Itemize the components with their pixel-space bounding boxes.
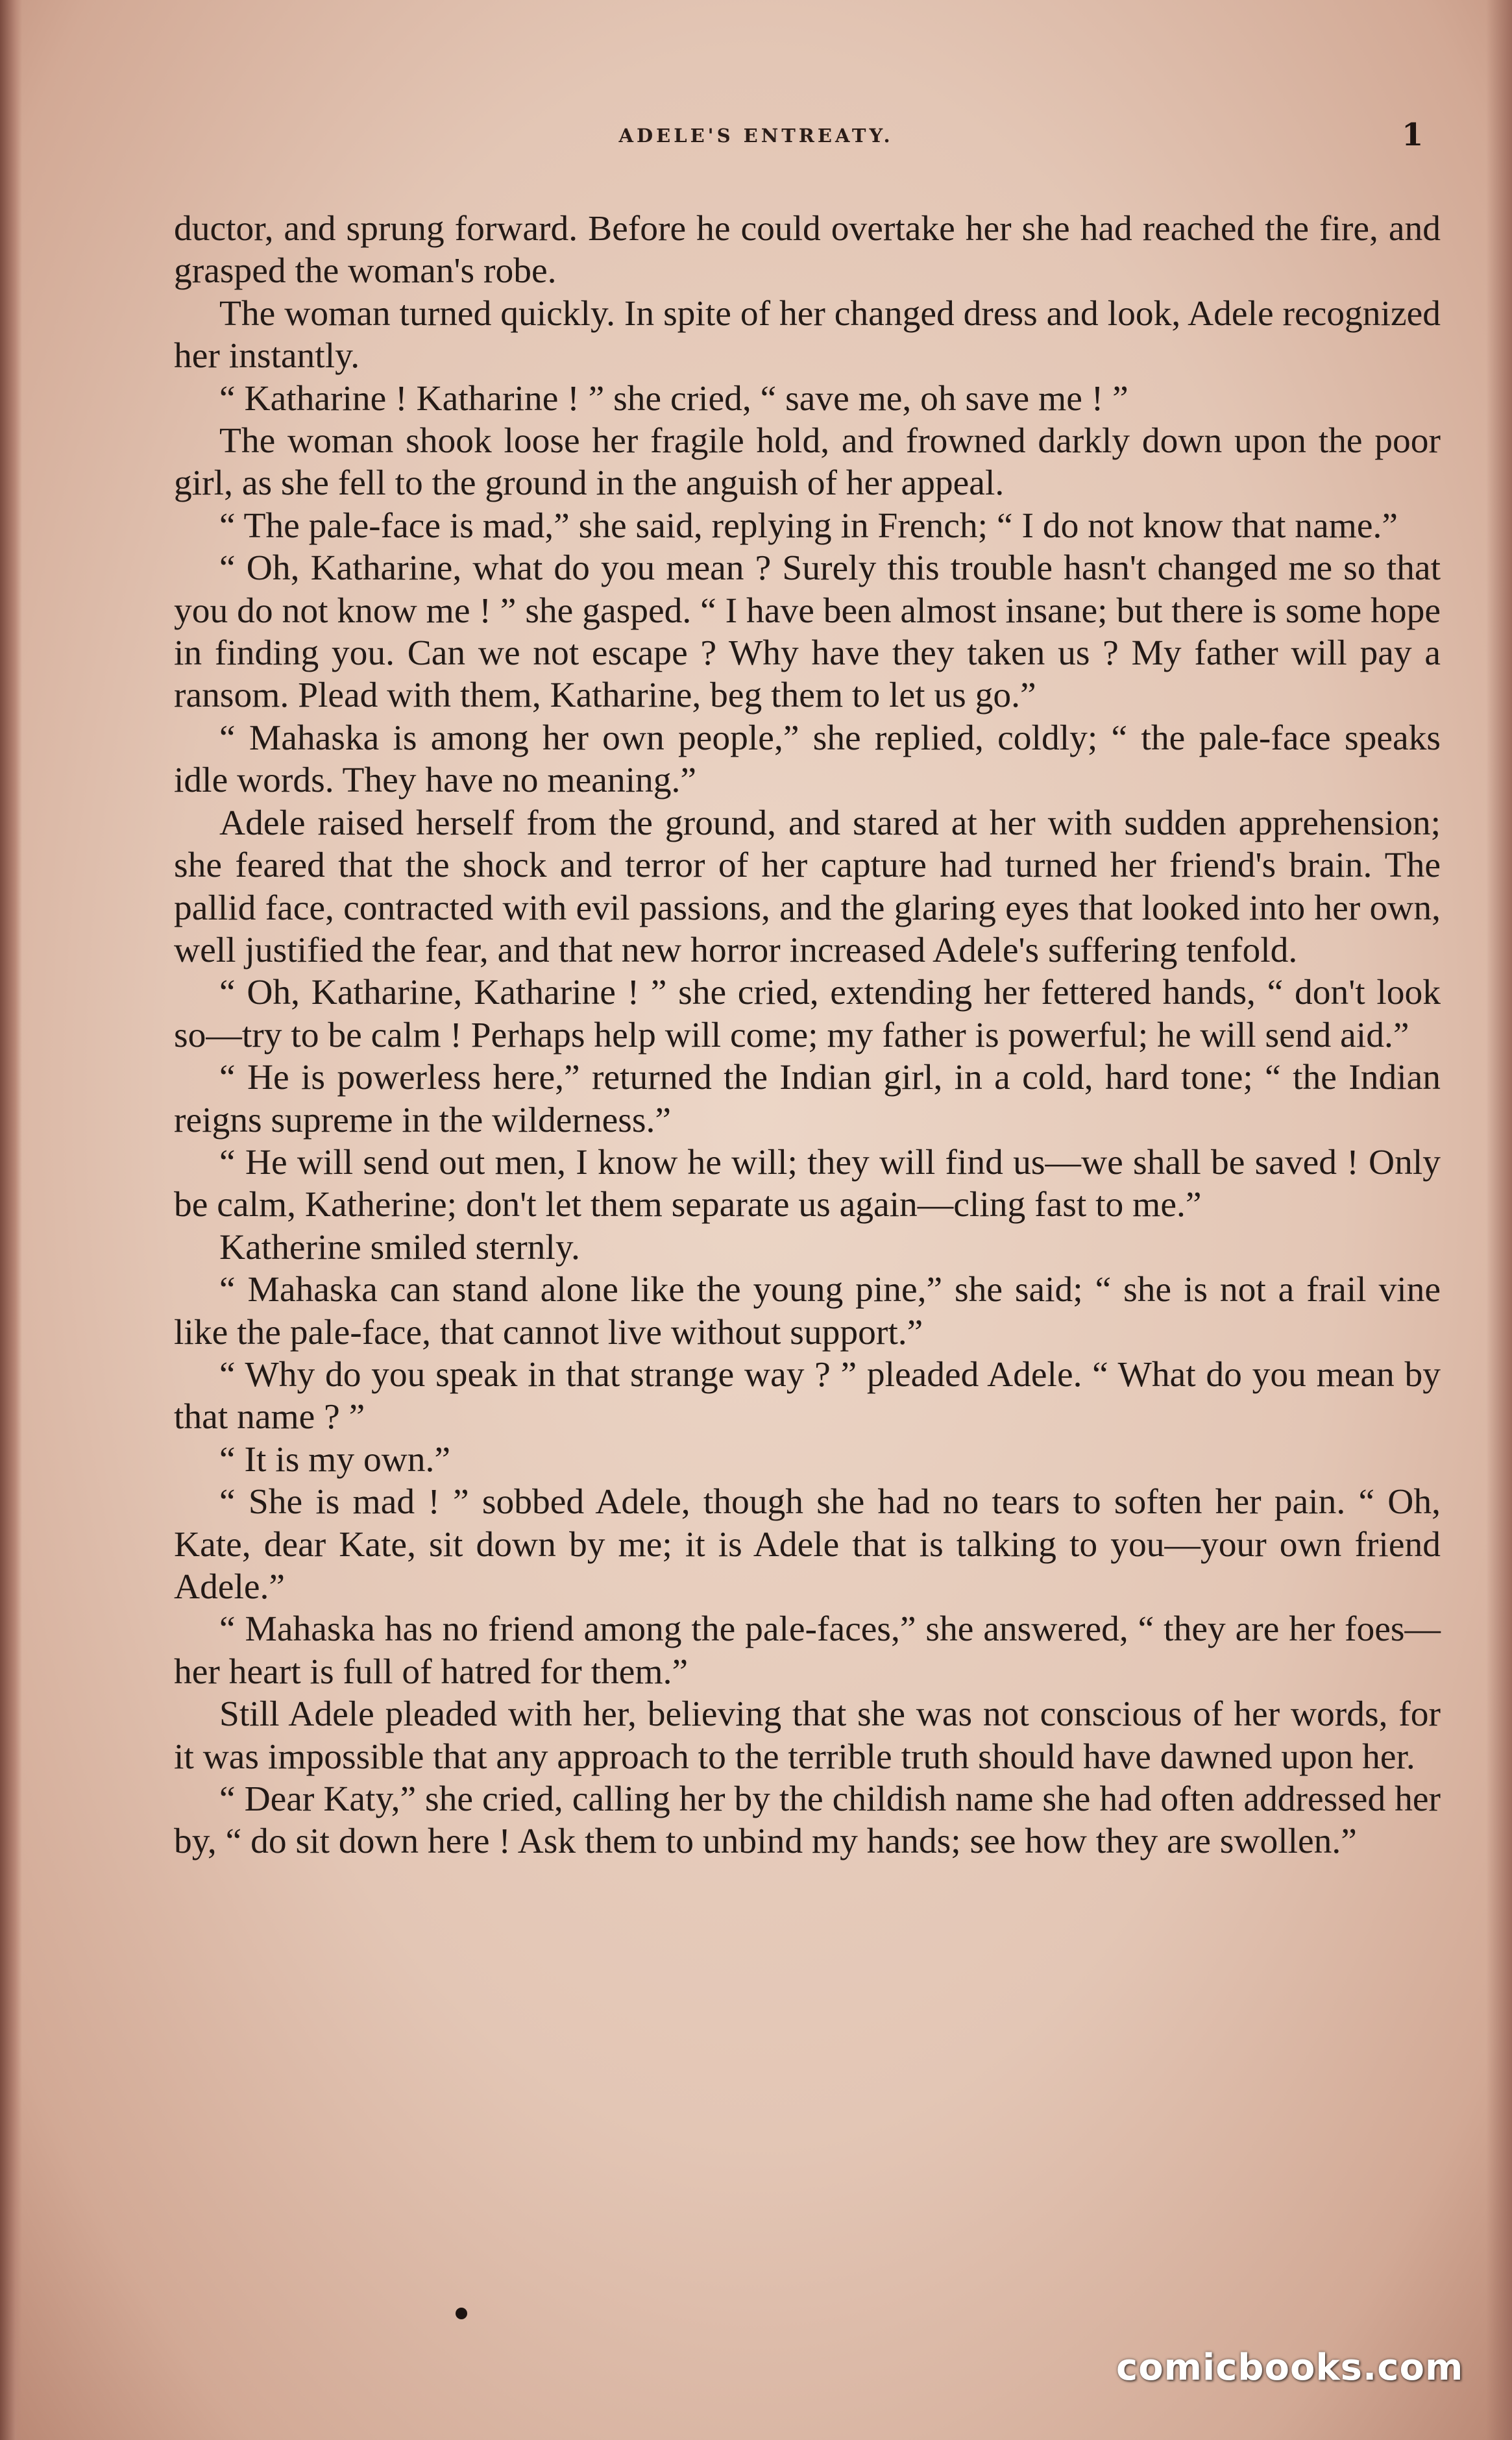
- paragraph: Adele raised herself from the ground, and stared at her with sudden apprehension; she feared that the shock and terror of her capture had turned her friend's brain. The pallid face, contracted with evil passions, and the glaring eyes that looked into her own, well justified the fear, and that new horror increased Adele's suffering tenfold.: [174, 803, 1441, 970]
- page-binding-edge: [0, 0, 22, 2440]
- body-text: [174, 208, 1441, 1863]
- page-outer-edge: [1486, 0, 1512, 2440]
- paragraph: “ He is powerless here,” returned the Indian girl, in a cold, hard tone; “ the Indian reigns supreme in the wilderness.”: [174, 1058, 1441, 1140]
- running-title: ADELE'S ENTREATY.: [618, 125, 894, 147]
- paragraph: “ She is mad ! ” sobbed Adele, though she had no tears to soften her pain. “ Oh, Kate, dear Kate, sit down by me; it is Adele that is talking to you—your own friend Adele.”: [174, 1482, 1441, 1607]
- paragraph: “ Mahaska can stand alone like the young pine,” she said; “ she is not a frail vine like the pale-face, that cannot live without support.”: [174, 1270, 1441, 1352]
- paragraph: “ Oh, Katharine, Katharine ! ” she cried, extending her fettered hands, “ don't look so—try to be calm ! Perhaps help will come; my father is powerful; he will send aid.”: [174, 973, 1441, 1055]
- paragraph: “ Katharine ! Katharine ! ” she cried, “ save me, oh save me ! ”: [219, 378, 1128, 419]
- paragraph: ductor, and sprung forward. Before he could overtake her she had reached the fire, and grasped the woman's robe.: [174, 209, 1441, 291]
- paragraph: “ Why do you speak in that strange way ? ” pleaded Adele. “ What do you mean by that name ? ”: [174, 1354, 1441, 1437]
- ink-mark: [456, 2308, 467, 2319]
- page-number: 1: [1402, 117, 1424, 153]
- paragraph: The woman turned quickly. In spite of her changed dress and look, Adele recognized her instantly.: [174, 293, 1441, 376]
- paragraph: “ The pale-face is mad,” she said, replying in French; “ I do not know that name.”: [219, 506, 1398, 546]
- paragraph: “ He will send out men, I know he will; they will find us—we shall be saved ! Only be calm, Katherine; don't let them separate us again—cling fast to me.”: [174, 1142, 1441, 1225]
- paragraph: Still Adele pleaded with her, believing that she was not conscious of her words, for it was impossible that any approach to the terrible truth should have dawned upon her.: [174, 1694, 1441, 1777]
- paragraph: Katherine smiled sternly.: [219, 1227, 580, 1267]
- paragraph: “ Mahaska has no friend among the pale-faces,” she answered, “ they are her foes—her heart is full of hatred for them.”: [174, 1609, 1441, 1692]
- paragraph: “ It is my own.”: [219, 1439, 451, 1480]
- paragraph: “ Dear Katy,” she cried, calling her by the childish name she had often addressed her by, “ do sit down here ! Ask them to unbind my hands; see how they are swollen.”: [174, 1779, 1441, 1862]
- paragraph: The woman shook loose her fragile hold, and frowned darkly down upon the poor girl, as she fell to the ground in the anguish of her appeal.: [174, 421, 1441, 504]
- paragraph: “ Mahaska is among her own people,” she replied, coldly; “ the pale-face speaks idle words. They have no meaning.”: [174, 718, 1441, 801]
- site-watermark: comicbooks.com: [1116, 2347, 1464, 2389]
- paragraph: “ Oh, Katharine, what do you mean ? Surely this trouble hasn't changed me so that you do not know me ! ” she gasped. “ I have been almost insane; but there is some hope in finding you. Can we not escape ? Why have they taken us ? My father will pay a ransom. Plead with them, Katharine, beg them to let us go.”: [174, 548, 1441, 716]
